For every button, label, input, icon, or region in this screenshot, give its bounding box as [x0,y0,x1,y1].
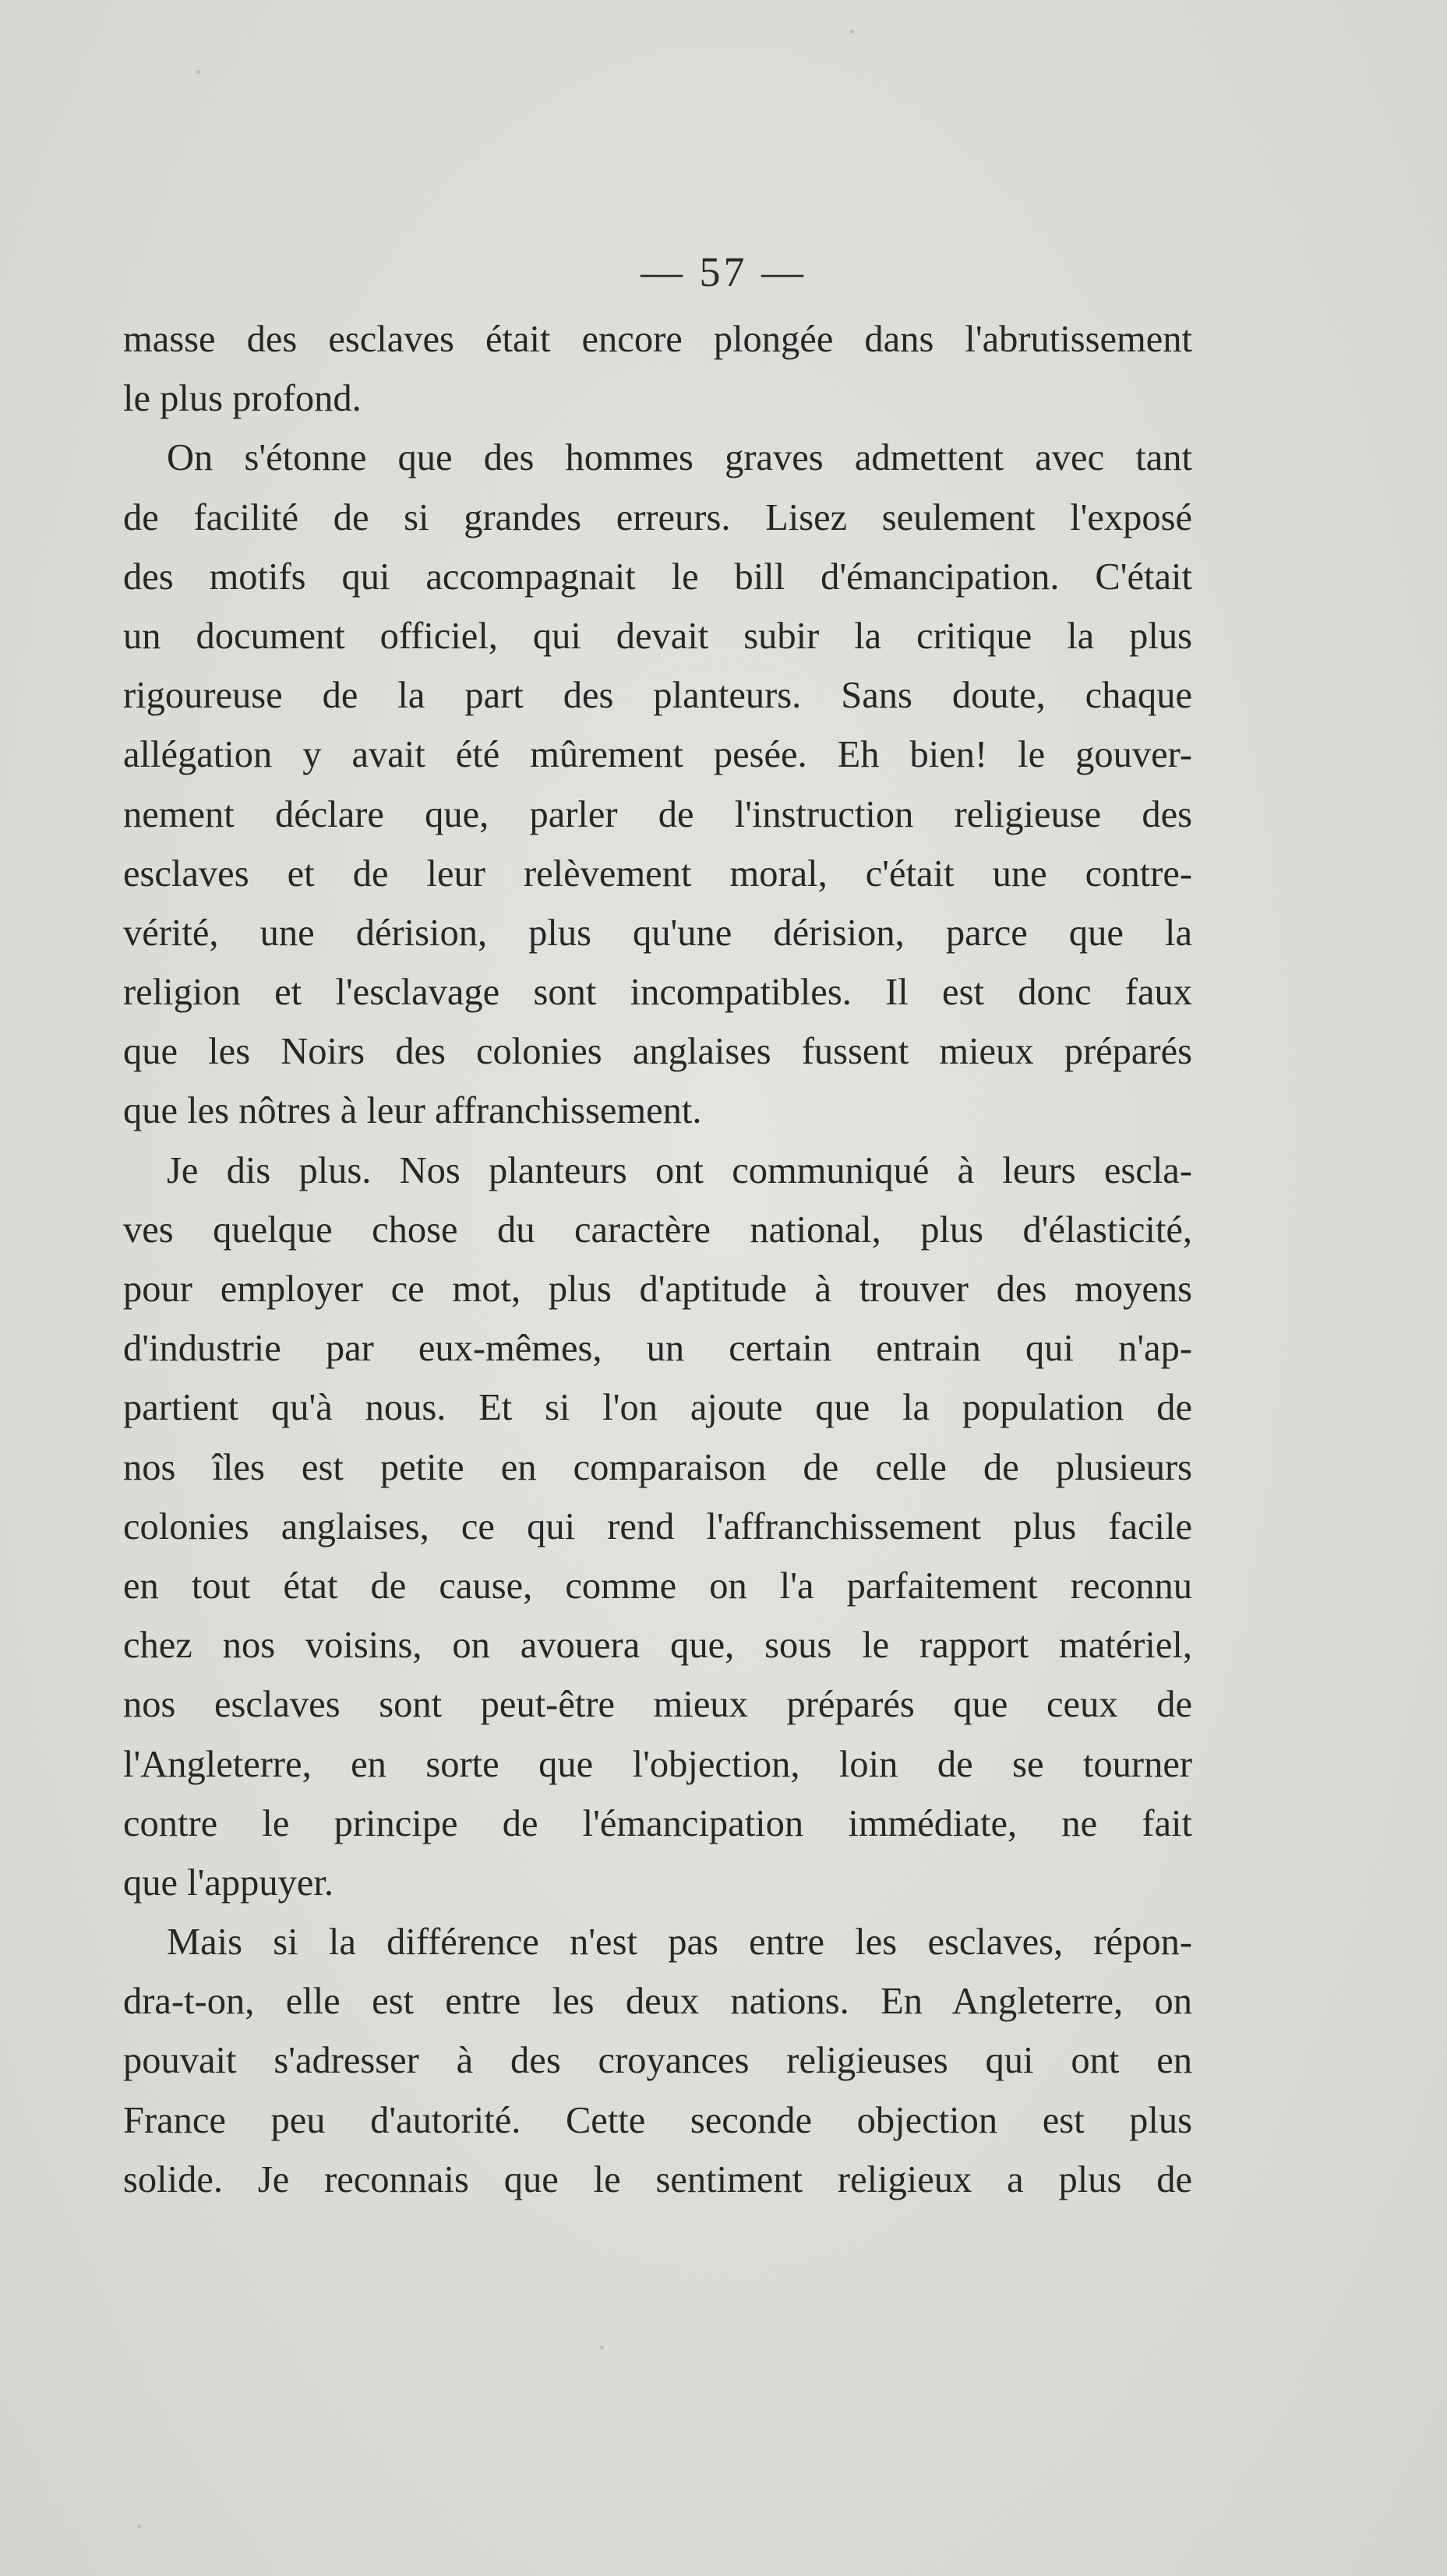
text-line: ves quelque chose du caractère national, plus d'élasticité, [123,1209,1192,1251]
text-line: en tout état de cause, comme on l'a parfaitement reconnu [123,1565,1192,1607]
text-line: des motifs qui accompagnait le bill d'émancipation. C'était [123,556,1192,598]
text-line: partient qu'à nous. Et si l'on ajoute que la population de [123,1387,1192,1429]
text-line: vérité, une dérision, plus qu'une dérision, parce que la [123,912,1192,954]
paper-speck [600,2345,604,2349]
text-line: que les nôtres à leur affranchissement. [123,1090,702,1132]
text-line: le plus profond. [123,378,362,420]
paper-speck [850,30,854,34]
text-line: France peu d'autorité. Cette seconde objection est plus [123,2099,1192,2141]
text-line: solide. Je reconnais que le sentiment religieux a plus de [123,2158,1192,2200]
text-line: pour employer ce mot, plus d'aptitude à trouver des moyens [123,1269,1192,1310]
text-line: l'Angleterre, en sorte que l'objection, loin de se tourner [123,1743,1192,1785]
text-line: rigoureuse de la part des planteurs. Sans doute, chaque [123,675,1192,717]
text-line: masse des esclaves était encore plongée dans l'abrutissement [123,319,1192,360]
text-line: de facilité de si grandes erreurs. Lisez seulement l'exposé [123,496,1192,538]
text-line: pouvait s'adresser à des croyances religieuses qui ont en [123,2040,1192,2082]
text-line: que les Noirs des colonies anglaises fussent mieux préparés [123,1031,1192,1073]
text-line: nos esclaves sont peut-être mieux préparés que ceux de [123,1684,1192,1726]
text-line: dra-t-on, elle est entre les deux nations. En Angleterre, on [123,1981,1192,2023]
text-line: d'industrie par eux-mêmes, un certain entrain qui n'ap- [123,1328,1192,1370]
text-line: allégation y avait été mûrement pesée. Eh bien! le gouver- [123,734,1192,776]
text-line: un document officiel, qui devait subir la critique la plus [123,615,1192,657]
paper-speck [196,70,200,74]
text-line: On s'étonne que des hommes graves admettent avec tant [167,437,1192,479]
paper-speck [137,2525,141,2528]
text-line: colonies anglaises, ce qui rend l'affranchissement plus facile [123,1505,1192,1547]
text-line: esclaves et de leur relèvement moral, c'était une contre- [123,852,1192,895]
text-line: nement déclare que, parler de l'instruction religieuse des [123,793,1192,835]
text-line: nos îles est petite en comparaison de celle de plusieurs [123,1446,1192,1488]
text-line: chez nos voisins, on avouera que, sous le rapport matériel, [123,1625,1192,1667]
text-line: religion et l'esclavage sont incompatibles. Il est donc faux [123,972,1192,1014]
text-line: contre le principe de l'émancipation immédiate, ne fait [123,1802,1192,1844]
page-number: — 57 — [641,249,806,295]
body-text [123,310,1192,2210]
text-line: Je dis plus. Nos planteurs ont communiqué à leurs escla- [167,1149,1192,1191]
text-line: que l'appuyer. [123,1861,334,1904]
text-line: Mais si la différence n'est pas entre les esclaves, répon- [167,1921,1192,1964]
